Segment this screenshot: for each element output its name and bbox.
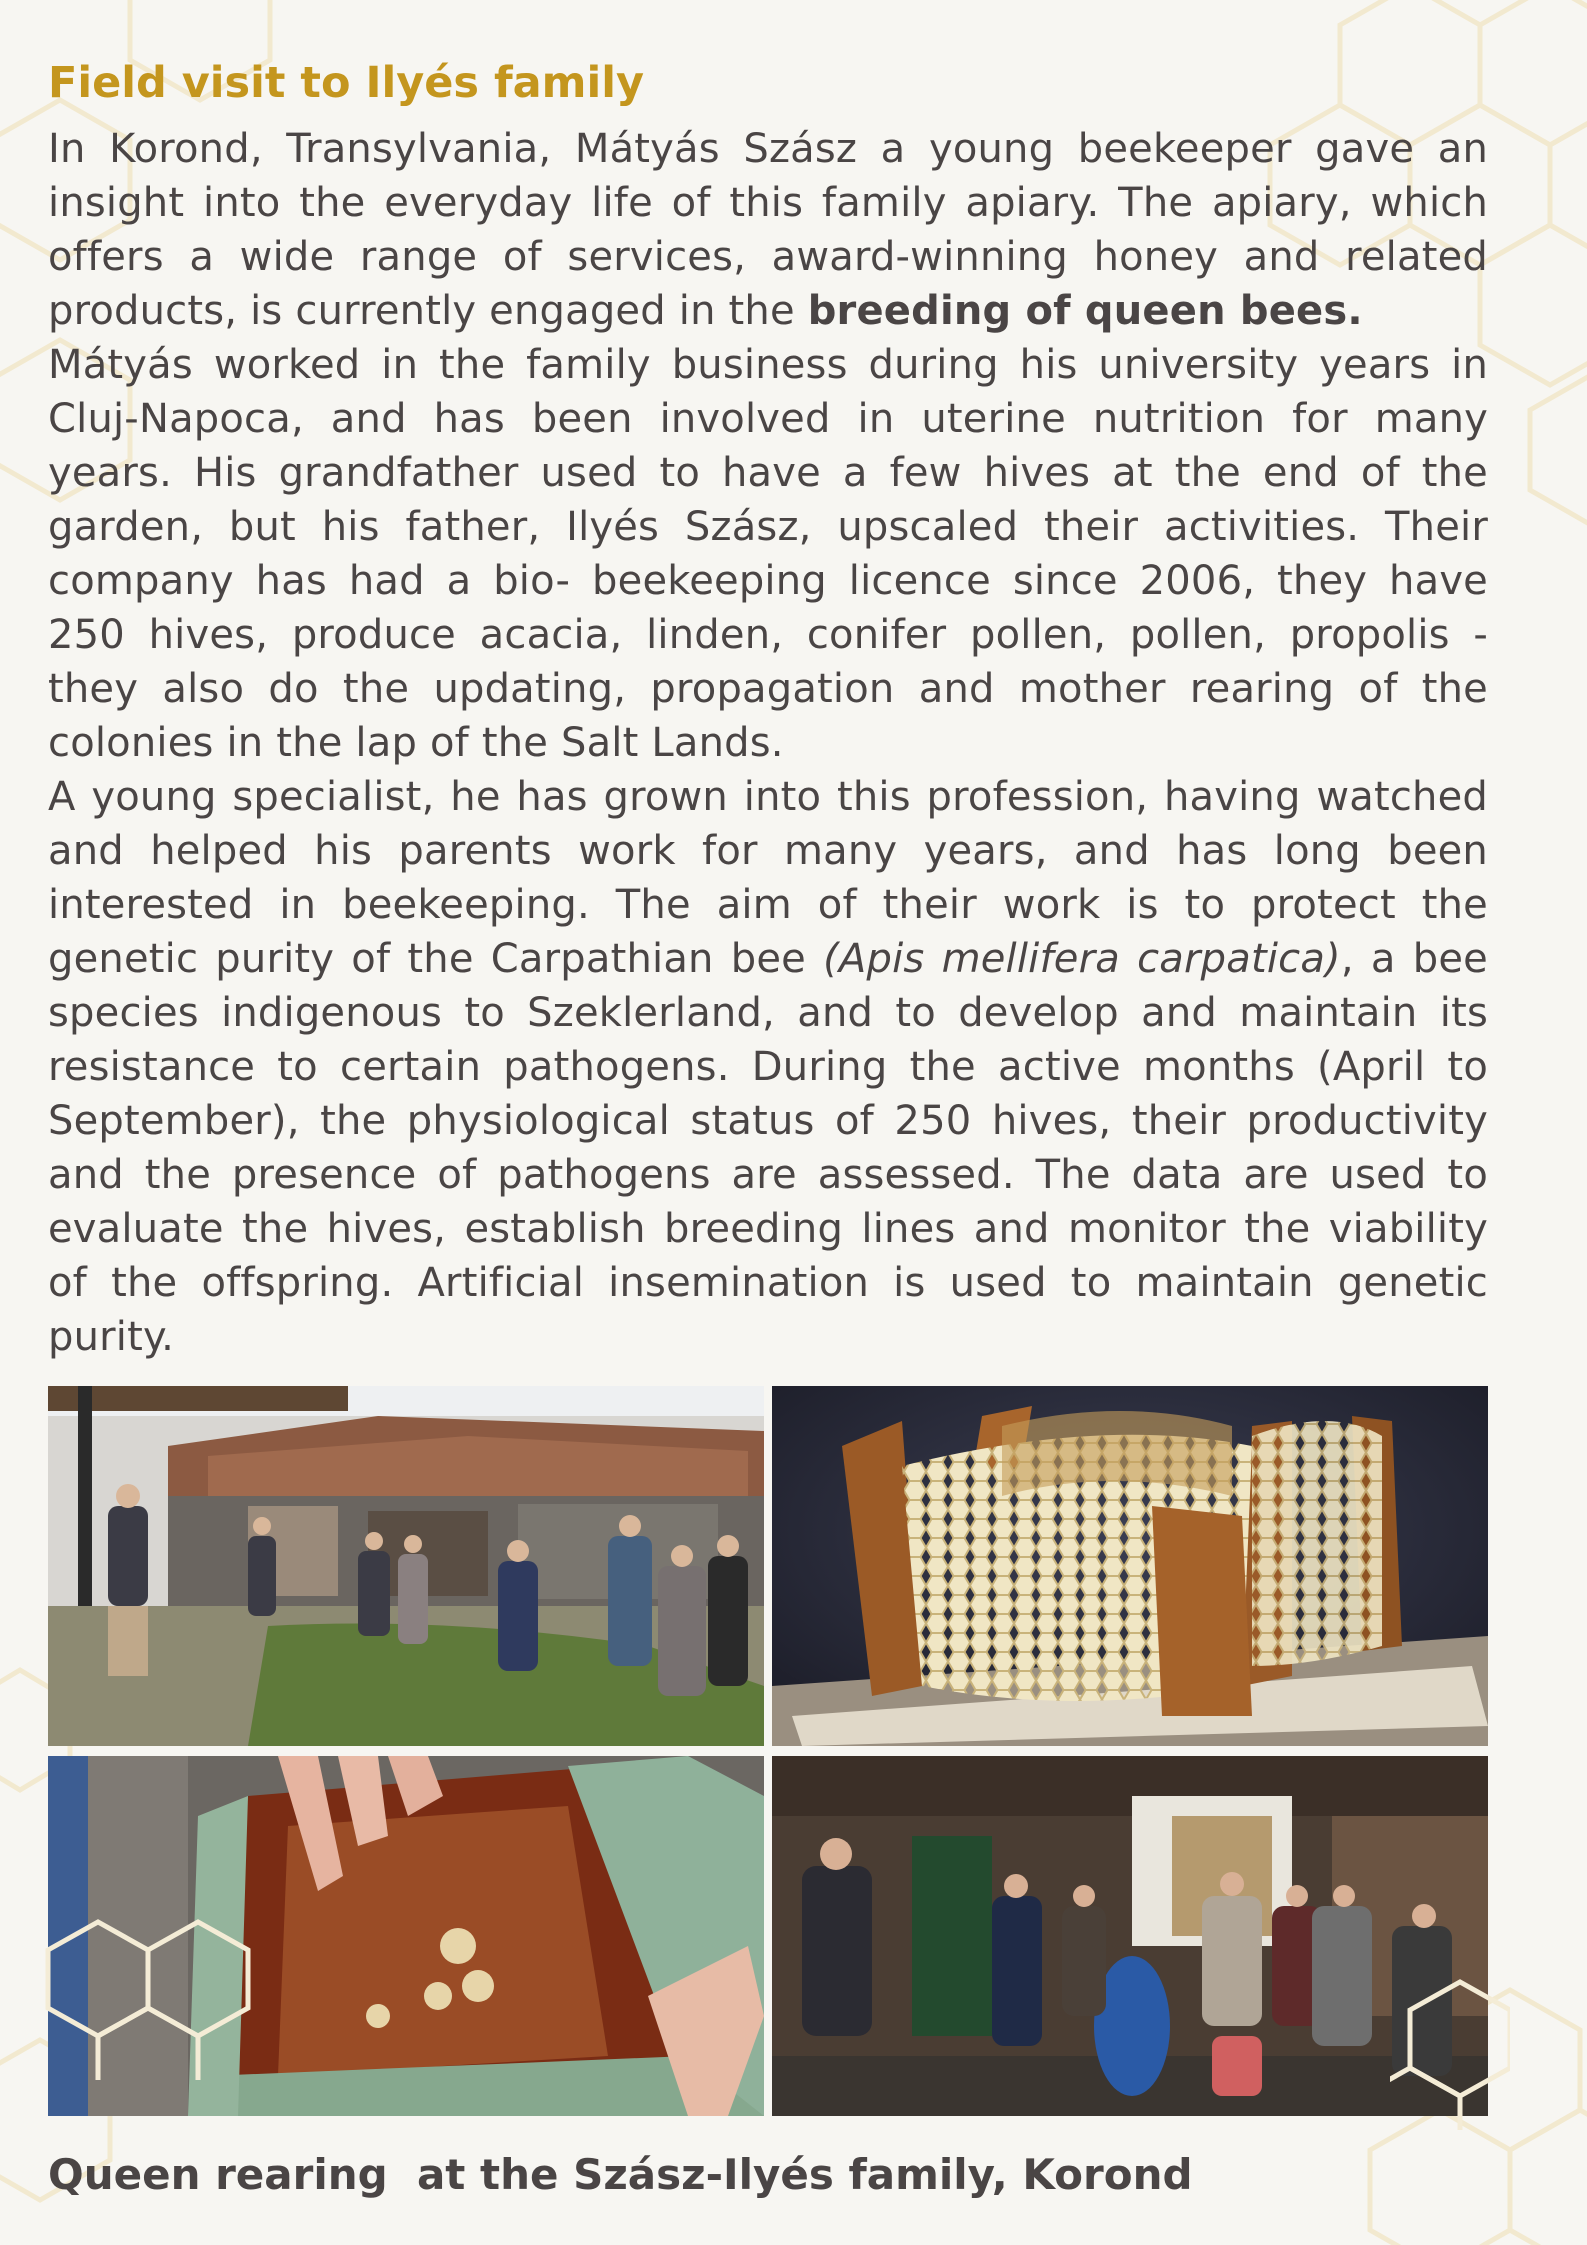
photo-honeycomb-frame	[772, 1386, 1488, 1746]
photo-hive-box	[48, 1756, 764, 2116]
paragraph-1-bold: breeding of queen bees.	[807, 287, 1363, 334]
photo-workshop-group	[772, 1756, 1488, 2116]
paragraph-1-text: In Korond, Transylvania, Mátyás Szász a young beekeeper gave an insight into the everyday life of this family apiary. The apiary, which offers a wide range of services, award-winning honey and related products, is currently engaged in the	[48, 125, 1488, 334]
article-title: Field visit to Ilyés family	[48, 58, 644, 108]
paragraph-3-italic: (Apis mellifera carpatica)	[823, 935, 1341, 982]
paragraph-3	[48, 770, 1488, 1364]
photo-caption: Queen rearing at the Szász-Ilyés family, Korond	[48, 2150, 1193, 2199]
photo-farmyard-group	[48, 1386, 764, 1746]
photo-grid	[48, 1386, 1488, 2116]
paragraph-3-text: A young specialist, he has grown into this profession, having watched and helped his parents work for many years, and has long been interested in beekeeping. The aim of their work is to protect the genetic purity of the Carpathian bee	[48, 773, 1488, 982]
paragraph-2: Mátyás worked in the family business during his university years in Cluj-Napoca, and has been involved in uterine nutrition for many years. His grandfather used to have a few hives at the end of the garden, but his father, Ilyés Szász, upscaled their activities. Their company has had a bio- beekeeping licence since 2006, they have 250 hives, produce acacia, linden, conifer pollen, pollen, propolis - they also do the updating, propagation and mother rearing of the colonies in the lap of the Salt Lands.	[48, 341, 1488, 766]
paragraph-1	[48, 122, 1488, 338]
article-body	[48, 122, 1488, 1364]
article	[48, 58, 1488, 1364]
paragraph-3-text-end: , a bee species indigenous to Szeklerland, and to develop and maintain its resistance to certain pathogens. During the active months (April to September), the physiological status of 250 hives, their productivity and the presence of pathogens are assessed. The data are used to evaluate the hives, establish breeding lines and monitor the viability of the offspring. Artificial insemination is used to maintain genetic purity.	[48, 935, 1488, 1360]
